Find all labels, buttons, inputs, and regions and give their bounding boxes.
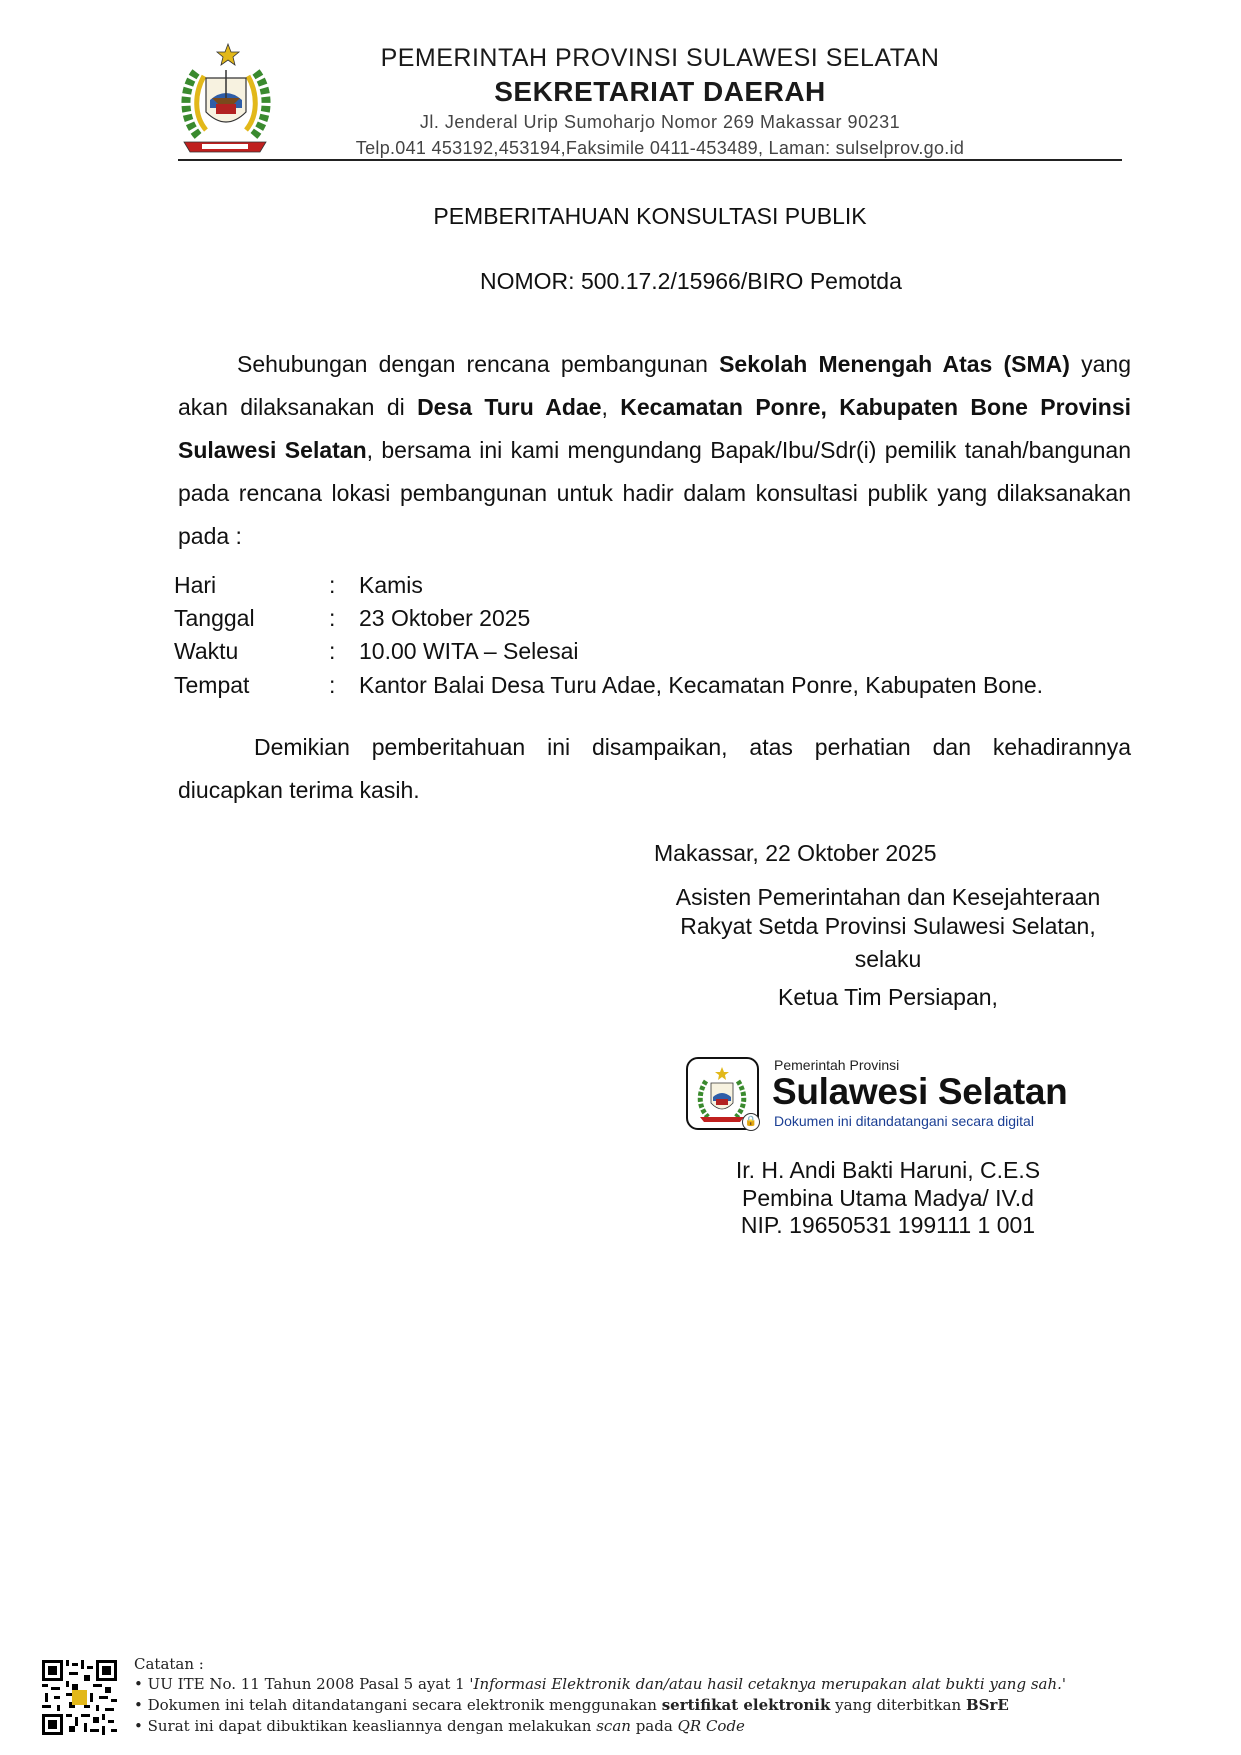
stamp-line-1: Pemerintah Provinsi	[774, 1057, 900, 1073]
footer-note-verify	[134, 1717, 745, 1735]
signer-position-1: Asisten Pemerintahan dan Kesejahteraan	[675, 884, 1101, 910]
detail-value: Kantor Balai Desa Turu Adae, Kecamatan Ponre, Kabupaten Bone.	[359, 672, 1044, 698]
footer-note-ite	[134, 1675, 1066, 1693]
note3-d: QR Code	[677, 1717, 745, 1735]
note1-a: • UU ITE No. 11 Tahun 2008 Pasal 5 ayat 1 '	[134, 1675, 474, 1693]
stamp-line-2: Sulawesi Selatan	[772, 1071, 1068, 1112]
signer-name: Ir. H. Andi Bakti Haruni, C.E.S	[735, 1157, 1041, 1183]
body-paragraph-1	[178, 343, 1131, 558]
p1-region: Kecamatan Ponre, Kabupaten Bone Provinsi Sulawesi Selatan	[178, 394, 1132, 463]
p1-text-2: yang akan dilaksanakan di	[178, 351, 1131, 420]
detail-label: Waktu	[174, 638, 239, 664]
letterhead-office: SEKRETARIAT DAERAH	[494, 76, 826, 107]
footer-note-signed	[134, 1696, 1009, 1714]
signer-nip: NIP. 19650531 199111 1 001	[740, 1212, 1036, 1238]
letterhead-divider	[178, 159, 1122, 161]
document-title: PEMBERITAHUAN KONSULTASI PUBLIK	[433, 203, 867, 229]
note3-a: • Surat ini dapat dibuktikan keasliannya dengan melakukan	[134, 1717, 597, 1735]
p1-village: Desa Turu Adae	[417, 394, 602, 420]
note2-c: yang diterbitkan	[830, 1696, 966, 1714]
lock-icon: 🔒	[742, 1113, 760, 1131]
detail-label: Hari	[174, 572, 217, 598]
note2-a: • Dokumen ini telah ditandatangani secara elektronik menggunakan	[134, 1696, 662, 1714]
place-date: Makassar, 22 Oktober 2025	[654, 840, 937, 866]
detail-colon: :	[329, 672, 336, 698]
detail-value: Kamis	[359, 572, 423, 598]
note3-c: pada	[630, 1717, 678, 1735]
p1-school: Sekolah Menengah Atas (SMA)	[719, 351, 1070, 377]
letterhead-address: Jl. Jenderal Urip Sumoharjo Nomor 269 Makassar 90231	[419, 112, 901, 132]
provincial-coat-of-arms-icon	[176, 42, 274, 156]
p1-text-1: Sehubungan dengan rencana pembangunan	[237, 351, 720, 377]
detail-colon: :	[329, 572, 336, 598]
note2-b: sertifikat elektronik	[661, 1696, 831, 1714]
signer-rank: Pembina Utama Madya/ IV.d	[742, 1185, 1034, 1211]
letterhead-contact: Telp.041 453192,453194,Faksimile 0411-453489, Laman: sulselprov.go.id	[355, 138, 965, 158]
detail-label: Tempat	[174, 672, 250, 698]
letterhead-government: PEMERINTAH PROVINSI SULAWESI SELATAN	[380, 44, 940, 72]
detail-label: Tanggal	[174, 605, 255, 631]
p1-text-4: , bersama ini kami mengundang Bapak/Ibu/Sdr(i) pemilik tanah/bangunan pada rencana lokasi pembangunan untuk hadir dalam konsultasi publik yang dilaksanakan pada :	[178, 437, 1132, 549]
digital-signature-stamp	[686, 1057, 1066, 1133]
body-paragraph-2: Demikian pemberitahuan ini disampaikan, atas perhatian dan kehadirannya diucapkan terima kasih.	[178, 734, 1131, 803]
detail-value: 10.00 WITA – Selesai	[359, 638, 579, 664]
signer-position-4: Ketua Tim Persiapan,	[778, 984, 998, 1010]
note2-d: BSrE	[966, 1696, 1009, 1714]
p1-text-3: ,	[601, 394, 621, 420]
note1-b: Informasi Elektronik dan/atau hasil cetaknya merupakan alat bukti yang sah.	[473, 1675, 1062, 1693]
qr-code-icon	[42, 1660, 117, 1735]
footer-heading: Catatan :	[134, 1655, 204, 1673]
detail-colon: :	[329, 638, 336, 664]
signer-position-2: Rakyat Setda Provinsi Sulawesi Selatan,	[680, 913, 1096, 939]
note3-b: scan	[596, 1717, 631, 1735]
signer-position-3: selaku	[854, 946, 922, 972]
document-number: NOMOR: 500.17.2/15966/BIRO Pemotda	[480, 268, 902, 294]
note1-c: '	[1061, 1675, 1067, 1693]
detail-value: 23 Oktober 2025	[359, 605, 531, 631]
detail-colon: :	[329, 605, 336, 631]
stamp-line-3: Dokumen ini ditandatangani secara digital	[774, 1113, 1034, 1129]
